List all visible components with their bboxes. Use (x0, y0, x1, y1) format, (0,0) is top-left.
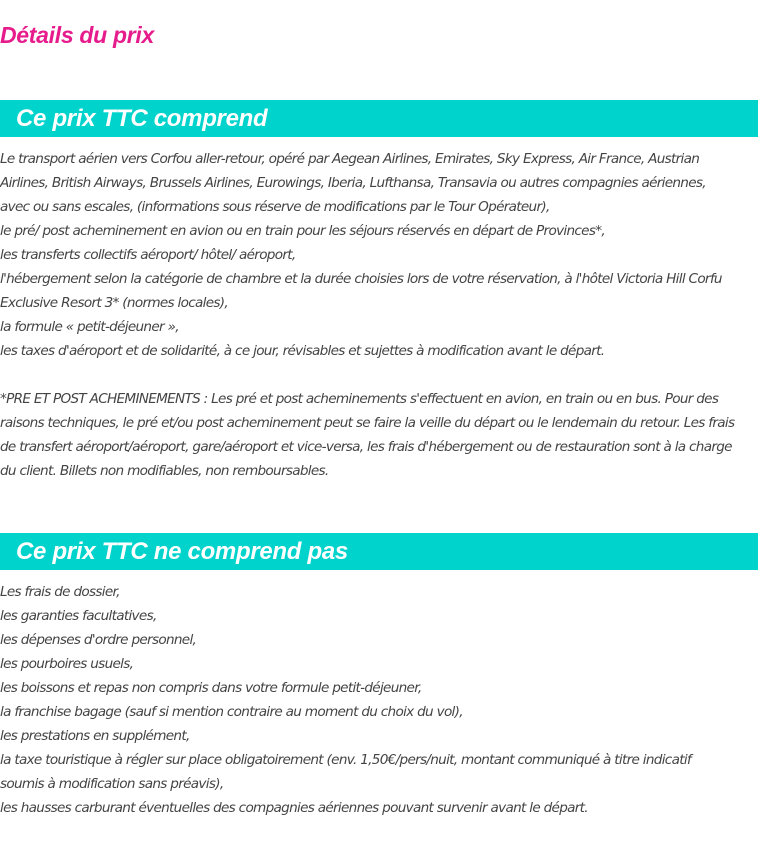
includes-heading: Ce prix TTC comprend (16, 105, 268, 132)
excludes-line: les garanties facultatives, (0, 608, 157, 624)
includes-line: l'hébergement selon la catégorie de chambre et la durée choisies lors de votre réservation, à l'hôtel Victoria Hill Corfu (0, 271, 722, 287)
note-line: de transfert aéroport/aéroport, gare/aéroport et vice-versa, les frais d'hébergement ou de restauration sont à la charge (0, 439, 732, 455)
excludes-line: soumis à modification sans préavis), (0, 776, 224, 792)
page-title: Détails du prix (0, 22, 154, 48)
excludes-line: les boissons et repas non compris dans votre formule petit-déjeuner, (0, 680, 422, 696)
pre-post-routing-note (0, 387, 758, 483)
excludes-line: Les frais de dossier, (0, 584, 120, 600)
note-line: du client. Billets non modifiables, non remboursables. (0, 463, 329, 479)
includes-list (0, 147, 758, 363)
excludes-line: les prestations en supplément, (0, 728, 190, 744)
includes-line: le pré/ post acheminement en avion ou en train pour les séjours réservés en départ de Provinces*, (0, 223, 605, 239)
includes-line: les taxes d'aéroport et de solidarité, à ce jour, révisables et sujettes à modification avant le départ. (0, 343, 605, 359)
excludes-line: les dépenses d'ordre personnel, (0, 632, 197, 648)
excludes-heading-band (0, 533, 758, 570)
excludes-line: la taxe touristique à régler sur place obligatoirement (env. 1,50€/pers/nuit, montant communiqué à titre indicatif (0, 752, 692, 768)
includes-line: la formule « petit-déjeuner », (0, 319, 179, 335)
includes-line: les transferts collectifs aéroport/ hôtel/ aéroport, (0, 247, 296, 263)
includes-line: avec ou sans escales, (informations sous réserve de modifications par le Tour Opérateur), (0, 199, 550, 215)
excludes-line: les hausses carburant éventuelles des compagnies aériennes pouvant survenir avant le départ. (0, 800, 588, 816)
excludes-line: la franchise bagage (sauf si mention contraire au moment du choix du vol), (0, 704, 463, 720)
includes-line: Airlines, British Airways, Brussels Airlines, Eurowings, Iberia, Lufthansa, Transavia ou autres compagnies aériennes, (0, 175, 706, 191)
note-line: raisons techniques, le pré et/ou post acheminement peut se faire la veille du départ ou le lendemain du retour. Les frais (0, 415, 735, 431)
includes-heading-band (0, 100, 758, 137)
excludes-line: les pourboires usuels, (0, 656, 134, 672)
includes-line: Exclusive Resort 3* (normes locales), (0, 295, 228, 311)
note-line: *PRE ET POST ACHEMINEMENTS : Les pré et post acheminements s'effectuent en avion, en train ou en bus. Pour des (0, 391, 719, 407)
excludes-heading: Ce prix TTC ne comprend pas (16, 538, 348, 565)
includes-line: Le transport aérien vers Corfou aller-retour, opéré par Aegean Airlines, Emirates, Sky Express, Air France, Austrian (0, 151, 700, 167)
excludes-list (0, 580, 758, 820)
